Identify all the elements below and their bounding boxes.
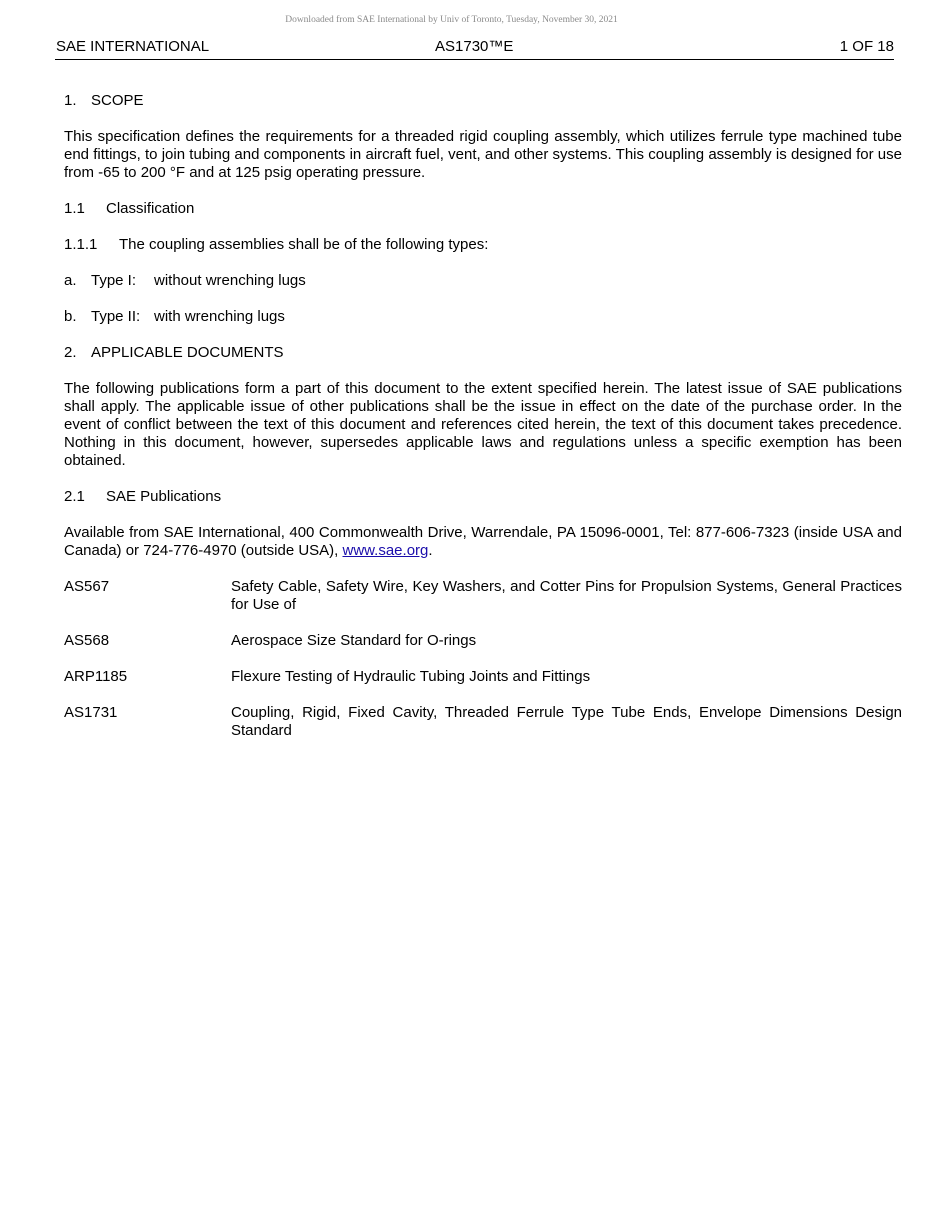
publication-row [64,704,902,740]
header-page-number: 1 OF 18 [839,38,894,55]
section-title: SCOPE [91,92,144,109]
publication-title: Safety Cable, Safety Wire, Key Washers, and Cotter Pins for Propulsion Systems, General Practices for Use of [231,578,902,613]
publication-title: Flexure Testing of Hydraulic Tubing Joints and Fittings [231,668,591,685]
section-number: 2. [64,344,77,361]
section-title: SAE Publications [106,488,222,505]
sae-website-link[interactable]: www.sae.org [342,542,429,559]
section-2-heading [64,344,902,362]
type-description: with wrenching lugs [154,308,285,325]
section-1-1-1-heading [64,236,902,254]
type-label: Type I: [91,272,137,289]
applicable-documents-paragraph: The following publications form a part of this document to the extent specified herein. The latest issue of SAE publications shall apply. The applicable issue of other publications shall be the issue in effect on the date of the purchase order. In the event of conflict between the text of this document and references cited herein, the text of this document takes precedence. Nothing in this document, however, supersedes applicable laws and regulations unless a specific exemption has been obtained. [64,380,902,469]
list-letter: b. [64,308,77,325]
publication-id: AS567 [64,578,110,595]
availability-text: Available from SAE International, 400 Commonwealth Drive, Warrendale, PA 15096-0001, Tel: 877-606-7323 (inside USA and Canada) or 724-776-4970 (outside USA), [64,524,902,559]
publication-id: ARP1185 [64,668,128,685]
header-document-number: AS1730™E [435,38,514,55]
section-1-heading [64,92,902,110]
header-divider [55,59,894,60]
publication-row [64,578,902,614]
section-title: APPLICABLE DOCUMENTS [91,344,284,361]
type-list-item [64,272,902,290]
availability-suffix: . [428,542,433,559]
section-number: 2.1 [64,488,85,505]
section-number: 1. [64,92,77,109]
publication-row [64,632,902,650]
list-letter: a. [64,272,77,289]
section-number: 1.1.1 [64,236,98,253]
section-title: The coupling assemblies shall be of the following types: [119,236,489,253]
download-watermark: Downloaded from SAE International by Univ of Toronto, Tuesday, November 30, 2021 [285,15,618,25]
type-list-item [64,308,902,326]
section-1-1-heading [64,200,902,218]
header-organization: SAE INTERNATIONAL [56,38,210,55]
type-label: Type II: [91,308,141,325]
document-body [64,92,902,758]
publication-title: Coupling, Rigid, Fixed Cavity, Threaded Ferrule Type Tube Ends, Envelope Dimensions Design Standard [231,704,902,739]
scope-paragraph: This specification defines the requirements for a threaded rigid coupling assembly, which utilizes ferrule type machined tube end fittings, to join tubing and components in aircraft fuel, vent, and other systems. This coupling assembly is designed for use from -65 to 200 °F and at 125 psig operating pressure. [64,128,902,181]
section-title: Classification [106,200,195,217]
publication-title: Aerospace Size Standard for O-rings [231,632,477,649]
page-header [56,38,894,58]
publication-row [64,668,902,686]
availability-paragraph [64,524,902,560]
type-description: without wrenching lugs [154,272,306,289]
publication-id: AS1731 [64,704,118,721]
section-number: 1.1 [64,200,85,217]
section-2-1-heading [64,488,902,506]
publication-id: AS568 [64,632,110,649]
